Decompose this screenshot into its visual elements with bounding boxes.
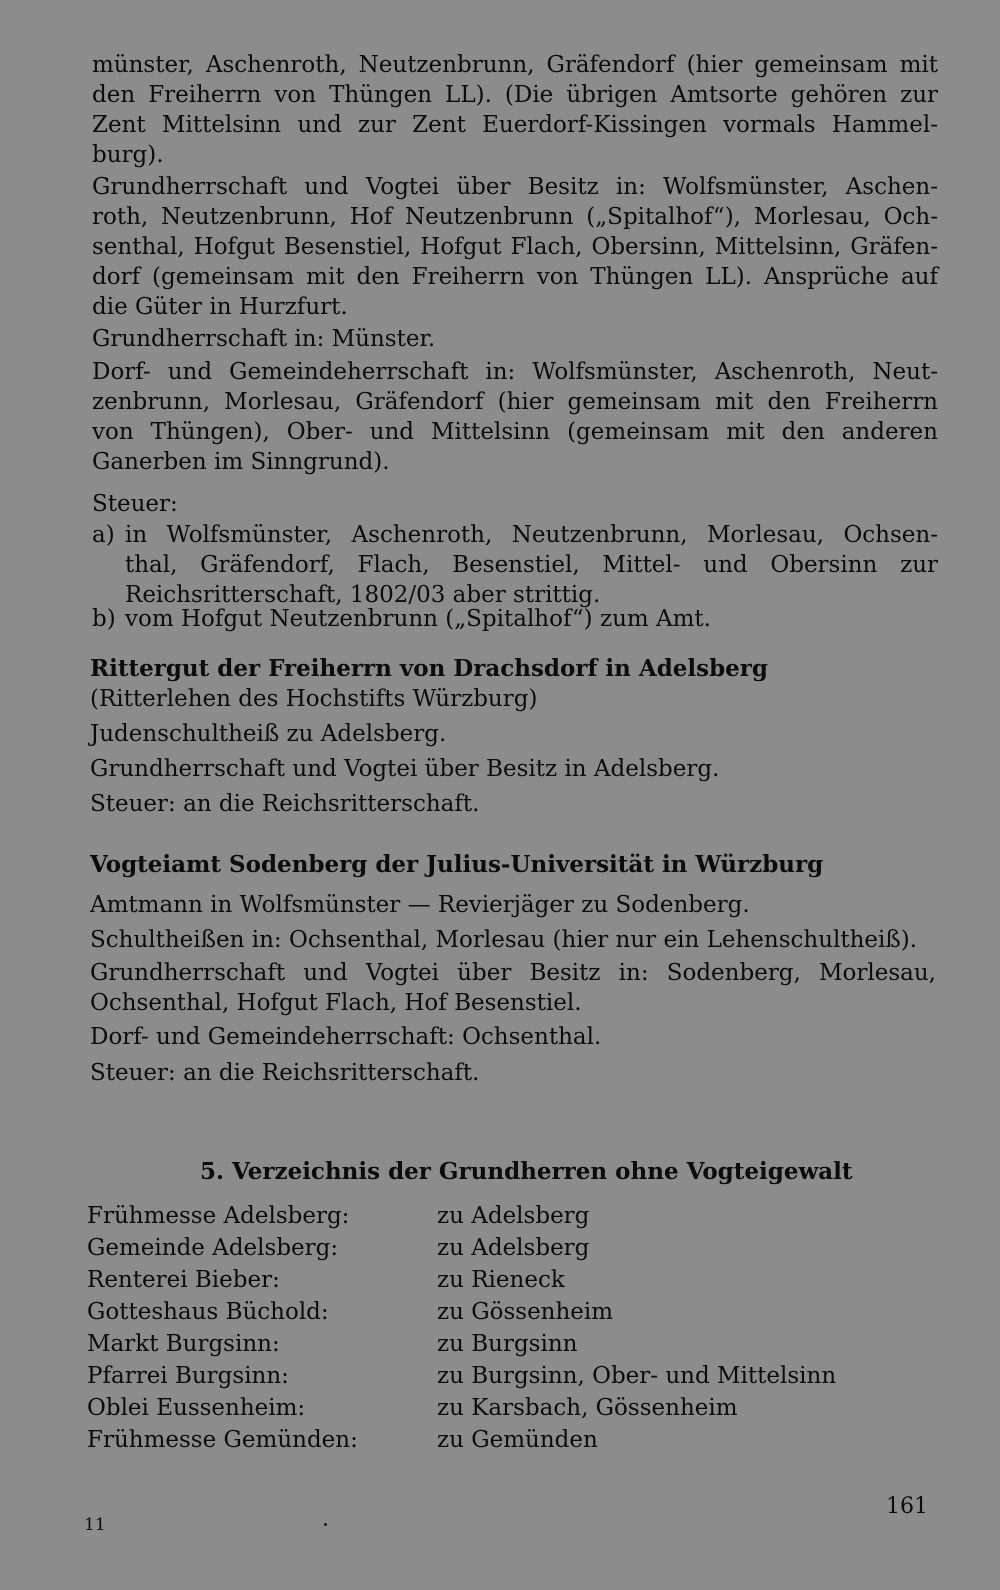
list-item-label: Gotteshaus Büchold:	[87, 1299, 329, 1325]
steuer-item-b: vom Hofgut Neutzenbrunn („Spitalhof“) zum Amt.	[125, 606, 711, 632]
text-line: Grundherrschaft und Vogtei über Besitz in: Sodenberg, Morlesau,	[90, 960, 936, 986]
print-speck	[324, 1523, 327, 1526]
list-item-label: Pfarrei Burgsinn:	[87, 1363, 289, 1389]
text-line: Amtmann in Wolfsmünster — Revierjäger zu Sodenberg.	[90, 892, 750, 918]
list-item-label: Frühmesse Gemünden:	[87, 1427, 358, 1453]
text-line: Judenschultheiß zu Adelsberg.	[90, 721, 447, 747]
section-heading-drachsdorf: Rittergut der Freiherrn von Drachsdorf in Adelsberg	[90, 655, 769, 682]
list-item-value: zu Karsbach, Gössenheim	[437, 1395, 738, 1421]
text-line: von Thüngen), Ober- und Mittelsinn (gemeinsam mit den anderen	[92, 419, 938, 445]
section-heading-5: 5. Verzeichnis der Grundherren ohne Vogteigewalt	[200, 1158, 853, 1185]
signature-mark: 11	[84, 1515, 106, 1535]
list-item-value: zu Gemünden	[437, 1427, 598, 1453]
section-heading-sodenberg: Vogteiamt Sodenberg der Julius-Universität in Würzburg	[90, 851, 824, 878]
list-item-label: Oblei Eussenheim:	[87, 1395, 306, 1421]
text-line: burg).	[92, 142, 164, 168]
text-line: den Freiherrn von Thüngen LL). (Die übrigen Amtsorte gehören zur	[92, 82, 938, 108]
text-line: Zent Mittelsinn und zur Zent Euerdorf-Kissingen vormals Hammel-	[92, 112, 938, 138]
text-line: dorf (gemeinsam mit den Freiherrn von Thüngen LL). Ansprüche auf	[92, 264, 938, 290]
list-item-value: zu Adelsberg	[437, 1203, 590, 1229]
text-line: Ochsenthal, Hofgut Flach, Hof Besenstiel.	[90, 990, 582, 1016]
text-line: zenbrunn, Morlesau, Gräfendorf (hier gemeinsam mit den Freiherrn	[92, 389, 938, 415]
list-item-label: Frühmesse Adelsberg:	[87, 1203, 350, 1229]
list-item-value: zu Burgsinn, Ober- und Mittelsinn	[437, 1363, 837, 1389]
list-item-label: Gemeinde Adelsberg:	[87, 1235, 339, 1261]
list-item-value: zu Rieneck	[437, 1267, 565, 1293]
text-line: Dorf- und Gemeindeherrschaft in: Wolfsmünster, Aschenroth, Neut-	[92, 359, 938, 385]
text-line: Dorf- und Gemeindeherrschaft: Ochsenthal.	[90, 1024, 602, 1050]
text-line: thal, Gräfendorf, Flach, Besenstiel, Mittel- und Obersinn zur	[125, 552, 938, 578]
text-line: Grundherrschaft und Vogtei über Besitz in: Wolfsmünster, Aschen-	[92, 174, 938, 200]
text-line: roth, Neutzenbrunn, Hof Neutzenbrunn („Spitalhof“), Morlesau, Och-	[92, 204, 938, 230]
text-line: Steuer: an die Reichsritterschaft.	[90, 1060, 480, 1086]
list-item-value: zu Adelsberg	[437, 1235, 590, 1261]
page-number: 161	[886, 1494, 928, 1519]
text-line: Reichsritterschaft, 1802/03 aber strittig.	[125, 582, 601, 608]
text-line: Grundherrschaft in: Münster.	[92, 326, 436, 352]
list-marker: b)	[92, 606, 116, 632]
list-item-value: zu Burgsinn	[437, 1331, 578, 1357]
list-item-value: zu Gössenheim	[437, 1299, 614, 1325]
text-line: münster, Aschenroth, Neutzenbrunn, Gräfendorf (hier gemeinsam mit	[92, 52, 938, 78]
list-item-label: Renterei Bieber:	[87, 1267, 280, 1293]
text-line: Steuer: an die Reichsritterschaft.	[90, 791, 480, 817]
text-line: senthal, Hofgut Besenstiel, Hofgut Flach, Obersinn, Mittelsinn, Gräfen-	[92, 234, 938, 260]
text-line: Ganerben im Sinngrund).	[92, 449, 390, 475]
steuer-label: Steuer:	[92, 491, 178, 517]
text-line: die Güter in Hurzfurt.	[92, 294, 348, 320]
text-line: Schultheißen in: Ochsenthal, Morlesau (hier nur ein Lehenschultheiß).	[90, 927, 918, 953]
text-line: (Ritterlehen des Hochstifts Würzburg)	[90, 686, 538, 712]
list-item-label: Markt Burgsinn:	[87, 1331, 280, 1357]
text-line: Grundherrschaft und Vogtei über Besitz in Adelsberg.	[90, 756, 720, 782]
list-marker: a)	[92, 522, 115, 548]
text-line: in Wolfsmünster, Aschenroth, Neutzenbrunn, Morlesau, Ochsen-	[125, 522, 938, 548]
